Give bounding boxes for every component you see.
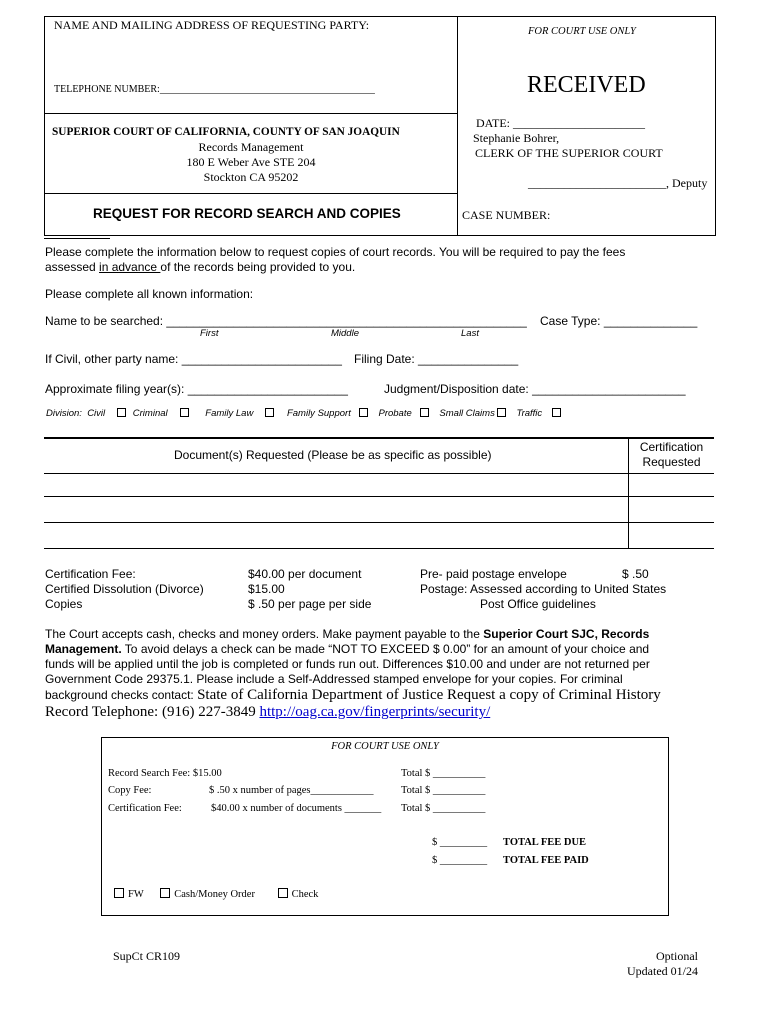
intro-line-2-post: of the records being provided to you. [160,260,356,274]
division-criminal: Criminal [132,408,168,419]
intro-line-2 [45,260,355,274]
payment-method-row [114,888,318,900]
cert-fee-value: $40.00 per document [248,567,362,581]
payment-p5-doj: State of California Department of Justice Request a copy of Criminal History [197,687,661,703]
search-fee-label: Record Search Fee: $15.00 [108,768,222,779]
doc-table-row-2[interactable] [44,522,714,523]
division-label: Division: [46,408,82,419]
payment-payee-cont: Management. [45,642,122,656]
intro-line-2-pre: assessed [45,260,100,274]
case-type-field[interactable]: Case Type: ______________ [540,314,698,328]
known-info-label: Please complete all known information: [45,287,254,301]
form-title: REQUEST FOR RECORD SEARCH AND COPIES [93,206,401,221]
court-name: SUPERIOR COURT OF CALIFORNIA, COUNTY OF SAN JOAQUIN [52,126,400,138]
received-stamp: RECEIVED [527,72,646,98]
doj-fingerprints-link[interactable]: http://oag.ca.gov/fingerprints/security/ [259,704,491,720]
cert-fee-box-label: Certification Fee: [108,803,182,814]
copy-fee-label: Copy Fee: [108,785,152,796]
first-sublabel: First [200,328,219,339]
intro-line-1: Please complete the information below to request copies of court records. You will be required to pay the fees [45,245,626,259]
division-small-claims: Small Claims [439,408,495,419]
copies-label: Copies [45,597,83,611]
cash-label: Cash/Money Order [174,889,255,900]
dissolution-label: Certified Dissolution (Divorce) [45,582,204,596]
total-fee-paid-amount[interactable]: $ _________ [432,855,488,866]
payment-payee: Superior Court SJC, Records [483,627,650,641]
fw-label: FW [128,889,144,900]
court-street: 180 E Weber Ave STE 204 [186,155,316,169]
family-law-checkbox[interactable] [265,408,274,417]
postage-line-3: Post Office guidelines [480,597,596,611]
division-family-law: Family Law [205,408,254,419]
total-search[interactable]: Total $ __________ [401,768,486,779]
check-checkbox[interactable] [278,888,288,898]
division-family-support: Family Support [286,408,351,419]
header-divider-left [44,113,458,114]
telephone-label[interactable]: TELEPHONE NUMBER:___________________________________________ [54,84,375,95]
optional-label: Optional [656,949,698,963]
dissolution-value: $15.00 [248,582,285,596]
cert-header-1: Certification [639,440,704,454]
division-civil: Civil [87,408,106,419]
filing-date-field[interactable]: Filing Date: _______________ [354,352,519,366]
payment-p6-pre: Record Telephone: (916) 227-3849 [45,704,260,720]
criminal-checkbox[interactable] [180,408,189,417]
approx-years-field[interactable]: Approximate filing year(s): ________________________ [45,382,348,396]
probate-checkbox[interactable] [420,408,429,417]
judgment-date-field[interactable]: Judgment/Disposition date: _______________________ [384,382,686,396]
cert-fee-calc[interactable]: $40.00 x number of documents _______ [211,803,382,814]
case-number-label[interactable]: CASE NUMBER: [462,208,551,222]
traffic-checkbox[interactable] [552,408,561,417]
payment-p2-post: To avoid delays a check can be made “NOT TO EXCEED $ 0.00” for an amount of your choice and [121,642,650,656]
clerk-name: Stephanie Bohrer, [473,131,560,145]
court-dept: Records Management [198,140,304,154]
court-city: Stockton CA 95202 [203,170,299,184]
payment-line-6 [45,704,490,721]
check-label: Check [291,889,319,900]
family-support-checkbox[interactable] [359,408,368,417]
doc-table-header: Document(s) Requested (Please be as specific as possible) [174,448,492,462]
cash-checkbox[interactable] [160,888,170,898]
doc-table-row-1[interactable] [44,496,714,497]
date-line[interactable]: DATE: ______________________ [476,116,645,130]
total-cert[interactable]: Total $ __________ [401,803,486,814]
payment-line-2 [45,642,649,656]
fw-checkbox[interactable] [114,888,124,898]
deputy-line[interactable]: _______________________, Deputy [528,176,708,190]
postage-value: $ .50 [622,567,649,581]
last-sublabel: Last [461,328,479,339]
court-use-box-title: FOR COURT USE ONLY [331,741,439,752]
updated-date: Updated 01/24 [627,964,698,978]
total-fee-due-amount[interactable]: $ _________ [432,837,488,848]
name-address-label: NAME AND MAILING ADDRESS OF REQUESTING PARTY: [54,18,370,32]
copies-value: $ .50 per page per side [248,597,372,611]
payment-line-4: Government Code 29375.1. Please include a Self-Addressed stamped envelope for your copies. For criminal [45,672,623,686]
postage-line-2: Postage: Assessed according to United States [420,582,667,596]
doc-table-header-bottom [44,473,714,474]
total-fee-due-label: TOTAL FEE DUE [503,837,587,848]
small-claims-checkbox[interactable] [497,408,506,417]
form-id: SupCt CR109 [113,949,181,963]
intro-in-advance: in advance [99,260,161,274]
payment-line-3: funds will be applied until the job is completed or funds run out. Differences $10.00 and under are not returned per [45,657,650,671]
payment-p1-pre: The Court accepts cash, checks and money orders. Make payment payable to the [45,627,484,641]
doc-table-top [44,437,714,439]
cert-header-2: Requested [642,455,701,469]
postage-label: Pre- paid postage envelope [420,567,567,581]
total-copy[interactable]: Total $ __________ [401,785,486,796]
name-searched-field[interactable]: Name to be searched: ______________________________________________________ [45,314,527,328]
cert-fee-label: Certification Fee: [45,567,136,581]
court-use-only-label: FOR COURT USE ONLY [528,26,636,37]
title-underline-stub [44,238,110,239]
clerk-title: CLERK OF THE SUPERIOR COURT [475,146,663,160]
division-row [46,408,565,419]
division-probate: Probate [378,408,412,419]
middle-sublabel: Middle [331,328,359,339]
civil-checkbox[interactable] [117,408,126,417]
total-fee-paid-label: TOTAL FEE PAID [503,855,589,866]
header-divider-title [44,193,458,194]
payment-line-5 [45,686,661,704]
division-traffic: Traffic [516,408,543,419]
doc-table-row-3[interactable] [44,548,714,549]
other-party-field[interactable]: If Civil, other party name: ________________________ [45,352,342,366]
payment-line-1 [45,627,649,641]
copy-fee-calc[interactable]: $ .50 x number of pages____________ [209,785,374,796]
payment-p5-pre: background checks contact: [45,688,198,702]
